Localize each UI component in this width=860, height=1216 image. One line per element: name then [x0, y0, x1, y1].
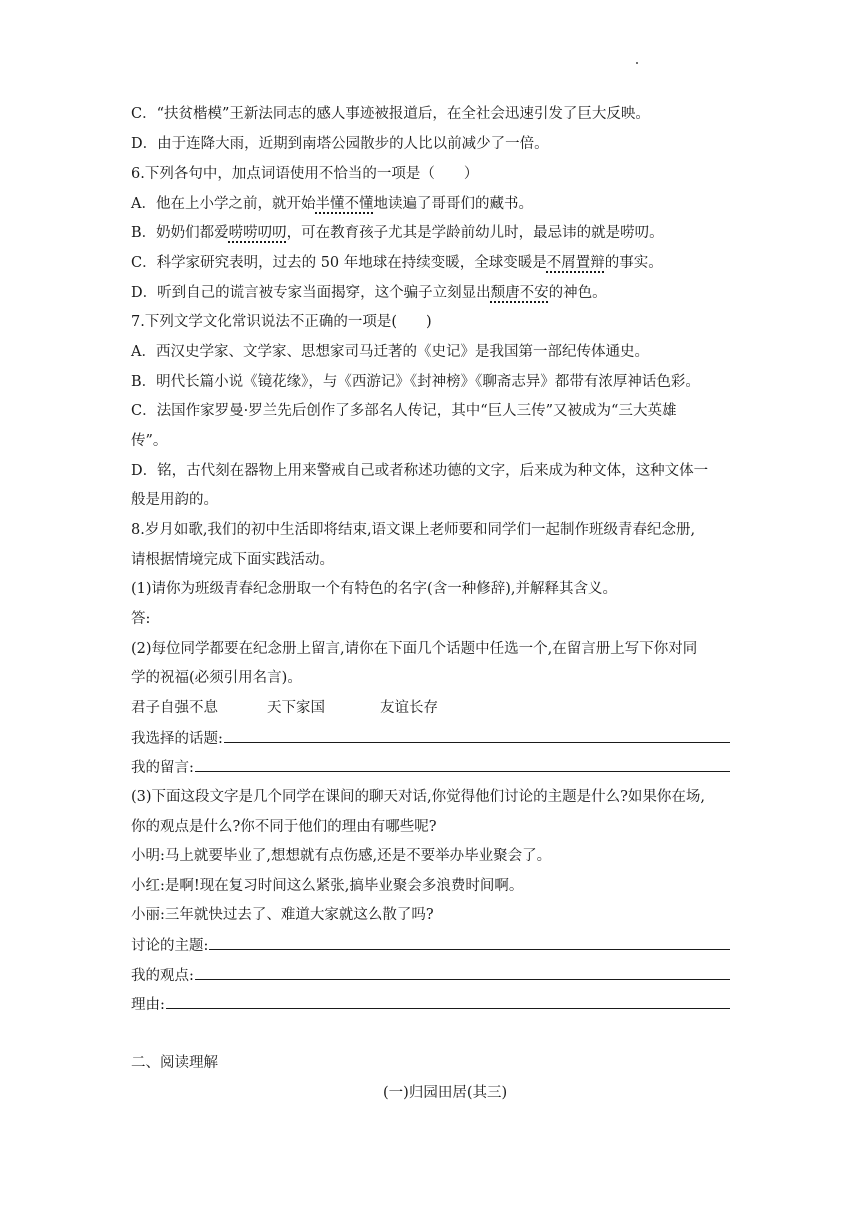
page-dot-mark [636, 62, 638, 64]
q7-option-a: A．西汉史学家、文学家、思想家司马迁著的《史记》是我国第一部纪传体通史。 [131, 344, 649, 360]
topic-option-1: 君子自强不息 [131, 700, 218, 716]
q6-c-pre: C．科学家研究表明，过去的 50 年地球在持续变暖，全球变暖是 [131, 255, 547, 271]
topic-answer-label: 我选择的话题: [131, 731, 223, 747]
q6-a-pre: A．他在上小学之前，就开始 [131, 196, 316, 212]
q6-c-dotted-term: 不屑置辩 [546, 255, 605, 271]
q6-d-pre: D．听到自己的谎言被专家当面揭穿，这个骗子立刻显出 [131, 285, 491, 301]
theme-answer-label: 讨论的主题: [131, 938, 209, 954]
q5-option-c: C．“扶贫楷模”王新法同志的感人事迹被报道后，在全社会迅速引发了巨大反映。 [131, 106, 650, 122]
message-answer-label: 我的留言: [131, 760, 194, 776]
message-answer-blank[interactable] [195, 757, 730, 772]
q6-option-a [131, 194, 731, 214]
q6-stem: 6.下列各句中，加点词语使用不恰当的一项是（ ） [131, 166, 479, 182]
q8-answer-label: 答: [131, 611, 151, 627]
q7-stem: 7.下列文学文化常识说法不正确的一项是( ) [131, 314, 432, 330]
topic-option-3: 友谊长存 [380, 700, 438, 716]
q6-a-dotted-term: 半懂不懂 [315, 196, 374, 212]
q6-d-post: 的神色。 [548, 285, 607, 301]
q6-a-post: 地读遍了哥哥们的藏书。 [373, 196, 533, 212]
view-answer-blank[interactable] [195, 965, 730, 980]
q7-option-b: B．明代长篇小说《镜花缘》，与《西游记》《封神榜》《聊斋志异》都带有浓厚神话色彩。 [131, 374, 700, 390]
q8-stem-line2: 请根据情境完成下面实践活动。 [131, 552, 334, 568]
q6-b-pre: B．奶奶们都爱 [131, 225, 229, 241]
q8-part2-line2: 学的祝福(必须引用名言)。 [131, 670, 302, 686]
q6-c-post: 的事实。 [604, 255, 663, 271]
reason-answer-row [131, 994, 731, 1015]
reason-answer-blank[interactable] [166, 994, 730, 1009]
topic-answer-blank[interactable] [224, 728, 730, 743]
theme-answer-row [131, 935, 731, 956]
topic-option-2: 天下家国 [267, 700, 325, 716]
q6-b-dotted-term: 唠唠叨叨 [228, 225, 287, 241]
reason-answer-label: 理由: [131, 997, 165, 1013]
q8-part3-line1: (3)下面这段文字是几个同学在课间的聊天对话,你觉得他们讨论的主题是什么?如果你在场, [131, 789, 706, 805]
q6-option-d [131, 283, 731, 303]
q8-part1: (1)请你为班级青春纪念册取一个有特色的名字(含一种修辞),并解释其含义。 [131, 581, 617, 597]
q6-b-post: ，可在教育孩子尤其是学龄前幼儿时，最忌讳的就是唠叨。 [286, 225, 664, 241]
section-heading-reading: 二、阅读理解 [131, 1055, 218, 1071]
q6-option-c [131, 253, 731, 273]
q5-option-d: D．由于连降大雨，近期到南塔公园散步的人比以前减少了一倍。 [131, 136, 549, 152]
q7-option-c-line1: C．法国作家罗曼·罗兰先后创作了多部名人传记，其中“巨人三传”又被成为“三大英雄 [131, 403, 677, 419]
q6-option-b [131, 223, 731, 243]
dialogue-xiaoming: 小明:马上就要毕业了,想想就有点伤感,还是不要举办毕业聚会了。 [131, 848, 552, 864]
dialogue-xiaoli: 小丽:三年就快过去了、难道大家就这么散了吗? [131, 907, 434, 923]
view-answer-row [131, 965, 731, 986]
q7-option-d-line1: D．铭，古代刻在器物上用来警戒自己或者称述功德的文字，后来成为种文体，这种文体一 [131, 463, 709, 479]
dialogue-xiaohong: 小红:是啊!现在复习时间这么紧张,搞毕业聚会多浪费时间啊。 [131, 878, 524, 894]
q7-option-d-line2: 般是用韵的。 [131, 492, 218, 508]
topic-answer-row [131, 728, 731, 749]
q8-topic-options [131, 698, 731, 718]
q8-part3-line2: 你的观点是什么?你不同于他们的理由有哪些呢? [131, 819, 437, 835]
theme-answer-blank[interactable] [209, 935, 730, 950]
message-answer-row [131, 757, 731, 778]
poem-title: (一)归园田居(其三) [383, 1085, 508, 1101]
q8-stem-line1: 8.岁月如歌,我们的初中生活即将结束,语文课上老师要和同学们一起制作班级青春纪念册, [131, 522, 696, 538]
q7-option-c-line2: 传”。 [131, 433, 168, 449]
view-answer-label: 我的观点: [131, 968, 194, 984]
q6-d-dotted-term: 颓唐不安 [490, 285, 549, 301]
q8-part2-line1: (2)每位同学都要在纪念册上留言,请你在下面几个话题中任选一个,在留言册上写下你对同 [131, 641, 698, 657]
